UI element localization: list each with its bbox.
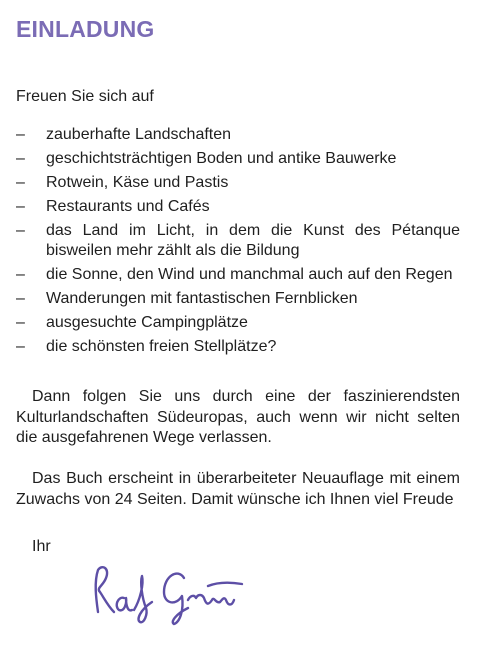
list-item: – Wanderungen mit fantastischen Fernblicken [16,290,358,307]
signature-stroke [208,583,242,586]
bullet-dash: – [16,266,25,283]
list-item: – das Land im Licht, in dem die Kunst des Pétanque bisweilen mehr zählt als die Bildung [16,222,460,259]
highlights-list [16,125,460,361]
bullet-dash: – [16,126,25,143]
list-item: – zauberhafte Landschaften [16,126,232,143]
signature-stroke [164,574,188,624]
bullet-dash: – [16,198,25,215]
bullet-dash: – [16,314,25,331]
list-item: – ausgesuchte Campingplätze [16,314,248,331]
bullet-dash: – [16,150,25,167]
closing-text: Ihr [32,538,51,555]
signature-stroke [134,576,152,622]
bullet-dash: – [16,174,25,191]
page-title: EINLADUNG [16,16,155,42]
signature-stroke [188,595,234,605]
bullet-dash: – [16,290,25,307]
bullet-dash: – [16,222,25,239]
body-paragraph-1: Dann folgen Sie uns durch eine der faszinierendsten Kulturlandschaften Südeuropas, auch wenn wir nicht selten die ausgefahrenen Wege verlassen. [16,388,460,446]
body-paragraph-2: Das Buch erscheint in überarbeiteter Neuauflage mit einem Zuwachs von 24 Seiten. Damit wünsche ich Ihnen viel Freude [16,470,460,508]
list-item: – geschichtsträchtigen Boden und antike Bauwerke [16,150,397,167]
list-item: – die schönsten freien Stellplätze? [16,338,277,355]
signature-stroke [96,567,114,612]
list-item: – Restaurants und Cafés [16,198,210,215]
list-item: – die Sonne, den Wind und manchmal auch auf den Regen [16,266,453,283]
intro-text: Freuen Sie sich auf [16,88,154,105]
signature-stroke [117,598,132,611]
handwritten-signature [84,560,254,630]
bullet-dash: – [16,338,25,355]
list-item: – Rotwein, Käse und Pastis [16,174,229,191]
